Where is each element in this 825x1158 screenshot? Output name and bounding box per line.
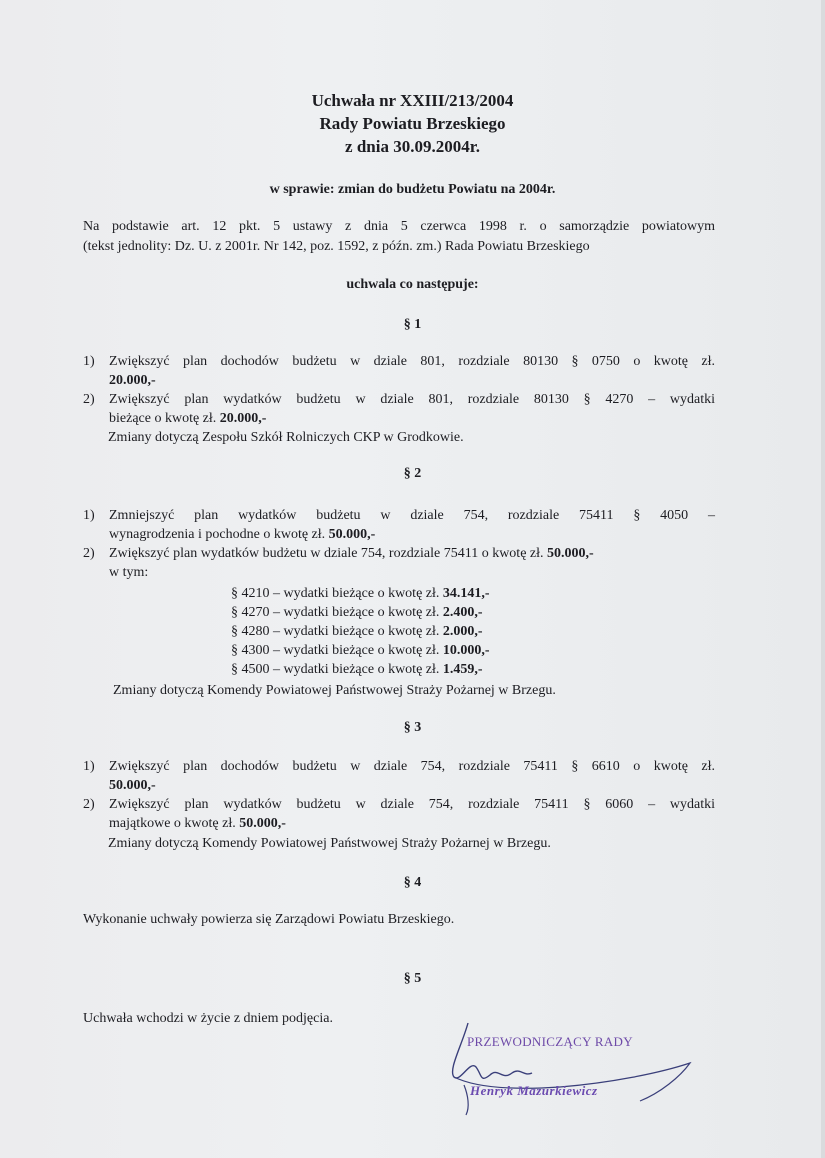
- item-number: 2): [83, 392, 95, 407]
- section-5-heading: § 5: [403, 971, 422, 986]
- item-text: Zwiększyć plan wydatków budżetu w dziale 754, rozdziale 75411 o kwotę zł.: [109, 546, 544, 561]
- breakdown-text: § 4210 – wydatki bieżące o kwotę zł.: [231, 586, 440, 601]
- council-name: Rady Powiatu Brzeskiego: [319, 114, 506, 133]
- item-number: 1): [83, 354, 95, 369]
- section-5-text: Uchwała wchodzi w życie z dniem podjęcia.: [83, 1011, 333, 1026]
- item-text-cont: bieżące o kwotę zł.: [109, 411, 217, 426]
- resolution-number: Uchwała nr XXIII/213/2004: [311, 91, 514, 110]
- section-1-item-1: [83, 352, 715, 390]
- item-amount: 50.000,-: [239, 816, 286, 831]
- subject-line: w sprawie: zmian do budżetu Powiatu na 2004r.: [269, 182, 556, 197]
- breakdown-amount: 2.000,-: [442, 624, 483, 639]
- handwritten-signature: [440, 1015, 700, 1125]
- breakdown-amount: 34.141,-: [442, 586, 490, 601]
- section-3-item-2: [83, 795, 715, 833]
- breakdown-text: § 4300 – wydatki bieżące o kwotę zł.: [231, 643, 440, 658]
- section-2-note: Zmiany dotyczą Komendy Powiatowej Państwowej Straży Pożarnej w Brzegu.: [113, 683, 556, 698]
- signature-name: Henryk Mazurkiewicz: [470, 1083, 598, 1098]
- breakdown-line: [231, 660, 483, 679]
- signature-title: PRZEWODNICZĄCY RADY: [467, 1034, 633, 1049]
- legal-basis: [83, 217, 715, 257]
- section-4-heading: § 4: [403, 875, 422, 890]
- item-amount: 20.000,-: [219, 411, 267, 426]
- breakdown-text: § 4270 – wydatki bieżące o kwotę zł.: [231, 605, 440, 620]
- section-3-note: Zmiany dotyczą Komendy Powiatowej Państwowej Straży Pożarnej w Brzegu.: [108, 836, 551, 851]
- breakdown-amount: 10.000,-: [442, 643, 490, 658]
- item-text: Zwiększyć plan wydatków budżetu w dziale 801, rozdziale 80130 § 4270 – wydatki: [109, 392, 715, 407]
- section-2-item-2: [83, 544, 715, 582]
- breakdown-amount: 1.459,-: [442, 662, 483, 677]
- item-amount: 20.000,-: [109, 373, 156, 388]
- item-text: Zwiększyć plan dochodów budżetu w dziale 754, rozdziale 75411 § 6610 o kwotę zł.: [109, 759, 715, 774]
- item-text: Zmniejszyć plan wydatków budżetu w dziale 754, rozdziale 75411 § 4050 –: [109, 508, 715, 523]
- resolves-heading: uchwala co następuje:: [346, 277, 479, 292]
- breakdown-line: [231, 622, 483, 641]
- item-number: 2): [83, 797, 95, 812]
- section-2-item-1: [83, 506, 715, 544]
- item-number: 1): [83, 508, 95, 523]
- item-text: Zwiększyć plan wydatków budżetu w dziale 754, rozdziale 75411 § 6060 – wydatki: [109, 797, 715, 812]
- breakdown-text: § 4280 – wydatki bieżące o kwotę zł.: [231, 624, 440, 639]
- section-3-heading: § 3: [403, 720, 422, 735]
- section-1-item-2: [83, 390, 715, 428]
- item-text-cont: majątkowe o kwotę zł.: [109, 816, 236, 831]
- item-number: 1): [83, 759, 95, 774]
- section-4-text: Wykonanie uchwały powierza się Zarządowi Powiatu Brzeskiego.: [83, 912, 455, 927]
- breakdown-line: [231, 584, 490, 603]
- breakdown-line: [231, 641, 490, 660]
- legal-basis-line-1: Na podstawie art. 12 pkt. 5 ustawy z dnia 5 czerwca 1998 r. o samorządzie powiatowym: [83, 219, 715, 234]
- item-amount: 50.000,-: [547, 546, 594, 561]
- item-text-cont: w tym:: [109, 565, 149, 580]
- legal-basis-line-2: (tekst jednolity: Dz. U. z 2001r. Nr 142, poz. 1592, z późn. zm.) Rada Powiatu Brzeskiego: [83, 239, 590, 254]
- section-3-item-1: [83, 757, 715, 795]
- section-1-note: Zmiany dotyczą Zespołu Szkół Rolniczych CKP w Grodkowie.: [108, 430, 464, 445]
- item-text: Zwiększyć plan dochodów budżetu w dziale 801, rozdziale 80130 § 0750 o kwotę zł.: [109, 354, 715, 369]
- resolution-date: z dnia 30.09.2004r.: [345, 137, 480, 156]
- breakdown-text: § 4500 – wydatki bieżące o kwotę zł.: [231, 662, 440, 677]
- breakdown-line: [231, 603, 483, 622]
- item-number: 2): [83, 546, 95, 561]
- section-1-heading: § 1: [403, 317, 422, 332]
- item-amount: 50.000,-: [328, 527, 376, 542]
- section-2-heading: § 2: [403, 466, 422, 481]
- item-text-cont: wynagrodzenia i pochodne o kwotę zł.: [109, 527, 326, 542]
- item-amount: 50.000,-: [109, 778, 156, 793]
- breakdown-amount: 2.400,-: [442, 605, 483, 620]
